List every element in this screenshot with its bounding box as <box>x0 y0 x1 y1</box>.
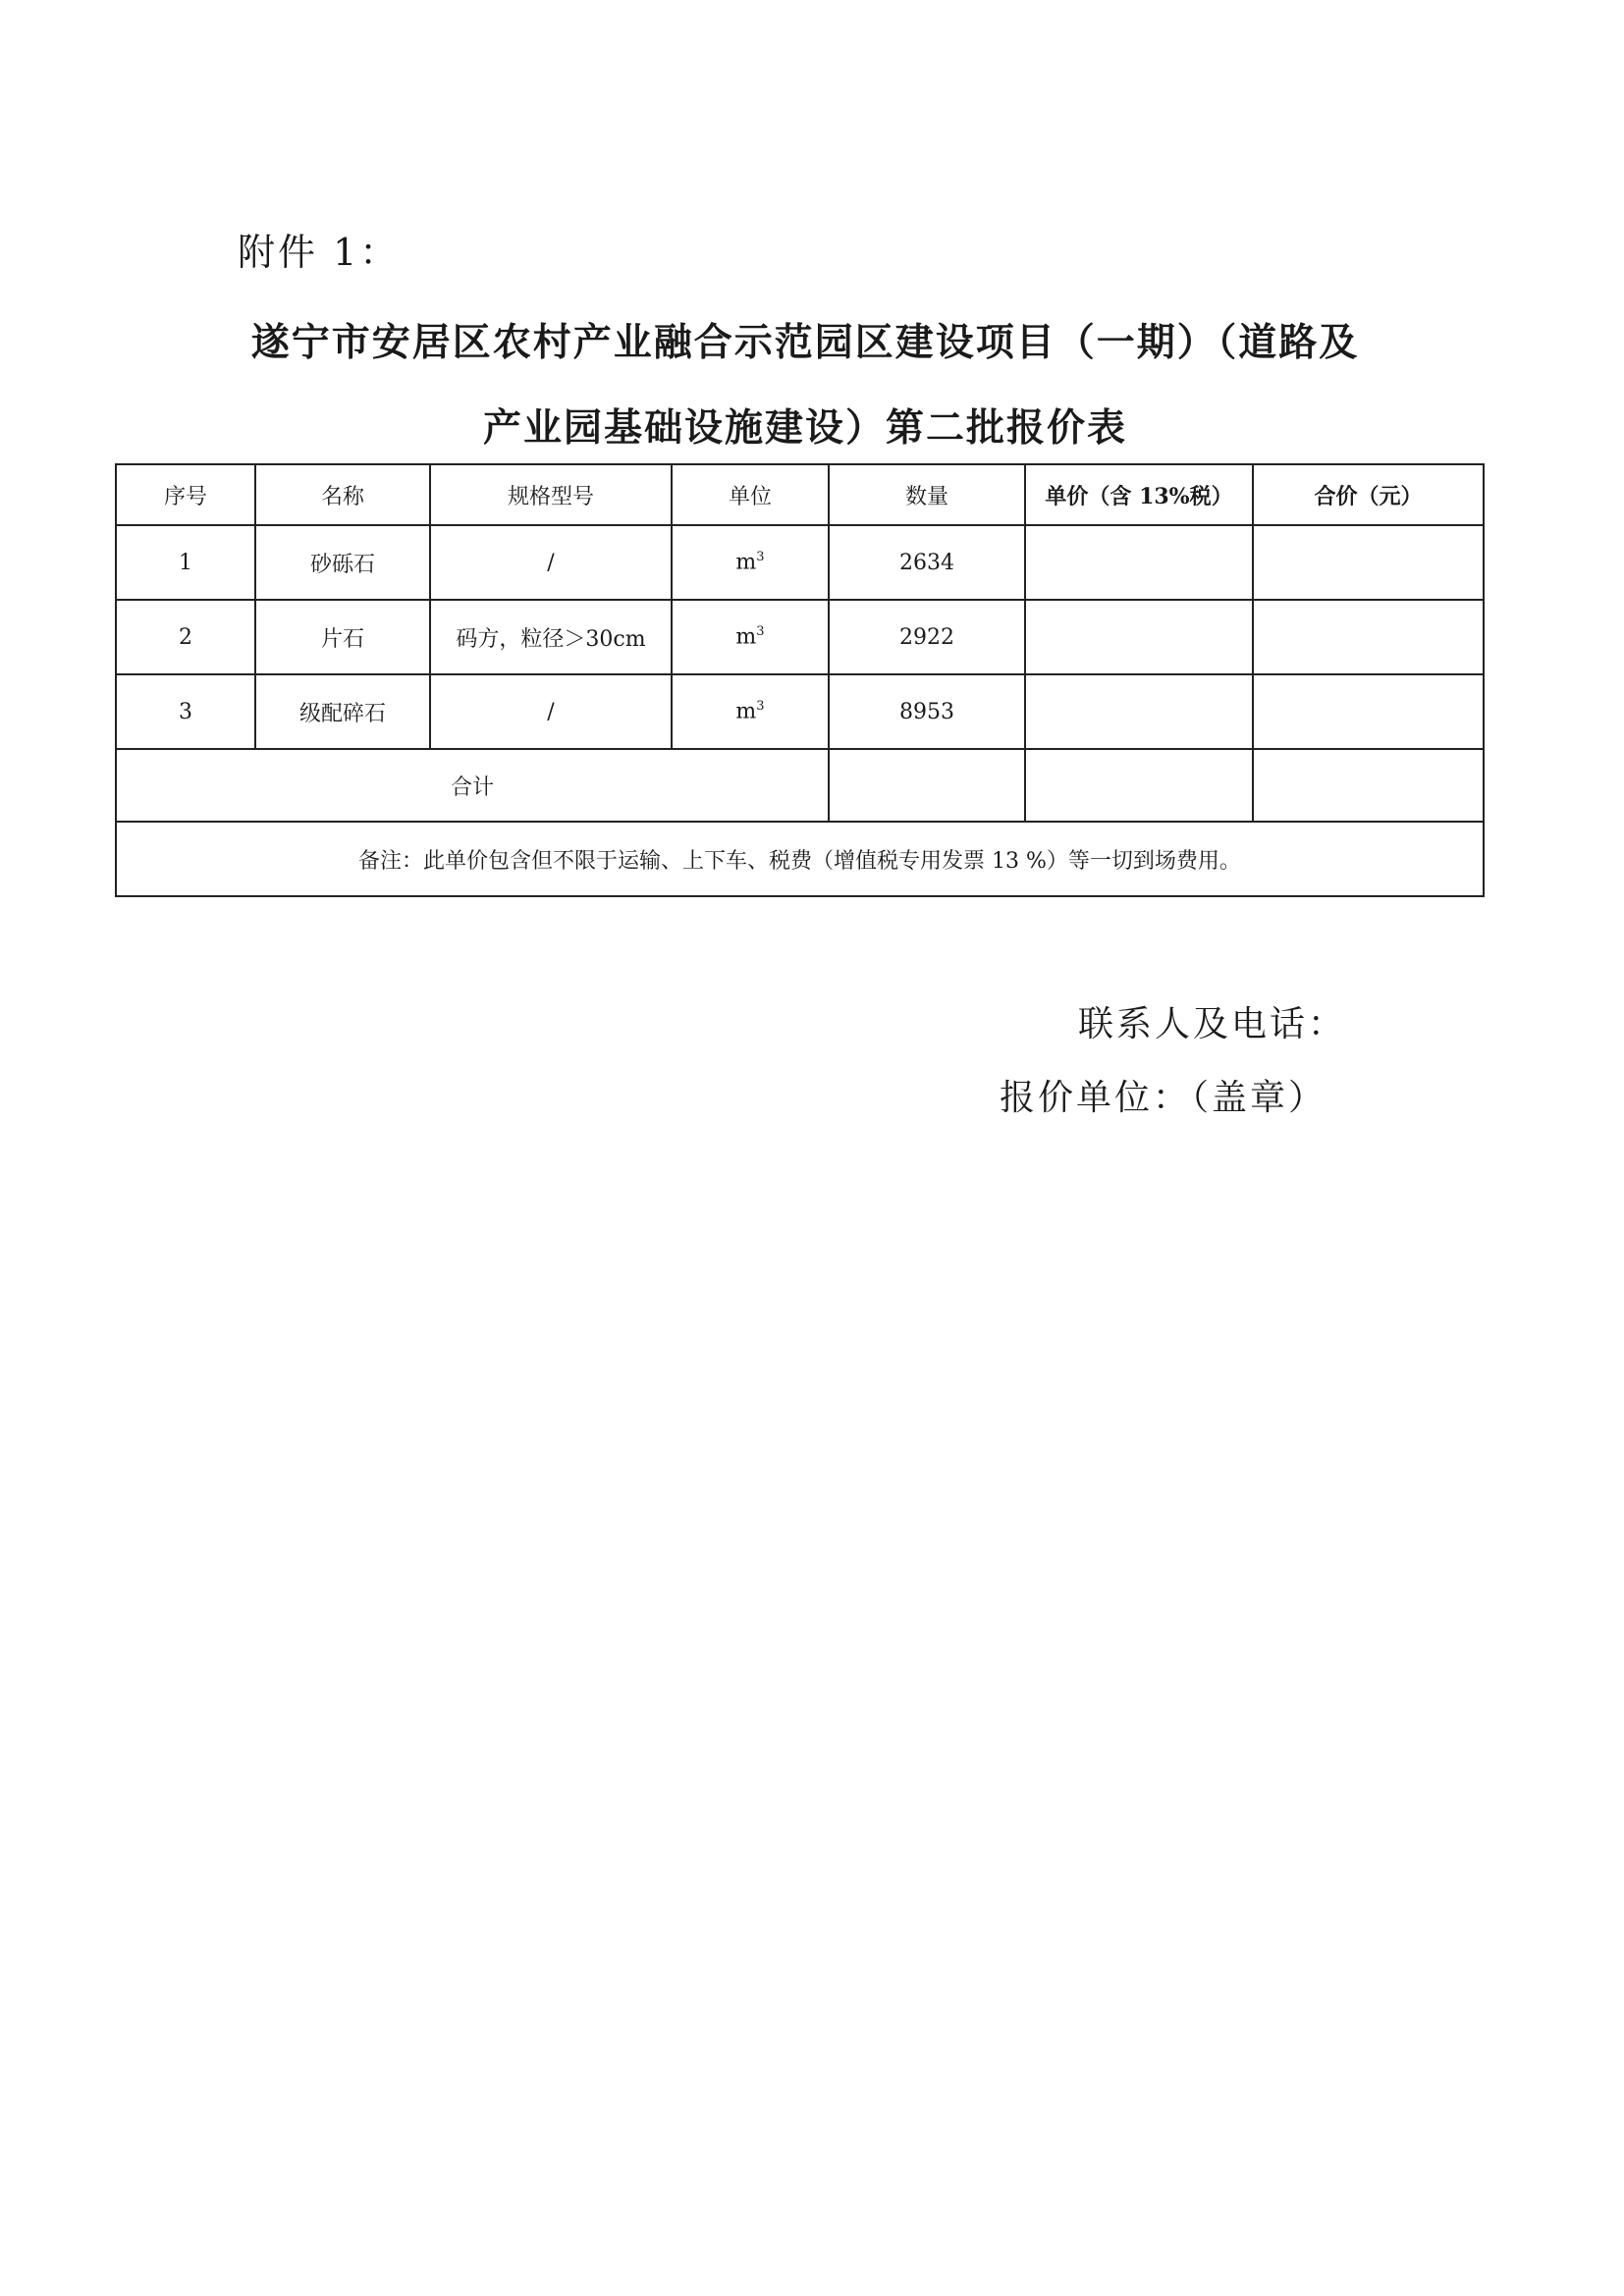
cell-spec: 码方，粒径＞30cm <box>430 600 672 674</box>
table-row <box>116 525 1484 600</box>
document-title-line-1: 遂宁市安居区农村产业融合示范园区建设项目（一期）（道路及 <box>250 321 1360 365</box>
table-row <box>116 600 1484 674</box>
cell-unit <box>672 525 829 600</box>
note-cell: 备注：此单价包含但不限于运输、上下车、税费（增值税专用发票 13 %）等一切到场费用。 <box>116 822 1484 896</box>
cell-total <box>1253 600 1484 674</box>
cell-qty: 2634 <box>829 525 1025 600</box>
total-unit-price-cell <box>1025 749 1253 822</box>
cell-unit-price <box>1025 600 1253 674</box>
cell-name: 片石 <box>255 600 430 674</box>
cell-unit-price <box>1025 674 1253 749</box>
header-cell-name: 名称 <box>255 464 430 525</box>
header-cell-spec: 规格型号 <box>430 464 672 525</box>
total-label-cell: 合计 <box>116 749 829 822</box>
total-qty-cell <box>829 749 1025 822</box>
unit-superscript: 3 <box>756 550 765 565</box>
header-cell-unit: 单位 <box>672 464 829 525</box>
attachment-label: 附件 1： <box>238 231 401 274</box>
cell-unit <box>672 600 829 674</box>
unit-superscript: 3 <box>756 624 765 640</box>
cell-no: 1 <box>116 525 255 600</box>
table-row <box>116 674 1484 749</box>
stamp-label: 报价单位：（盖章） <box>1000 1078 1327 1118</box>
contact-label: 联系人及电话： <box>1078 1004 1347 1044</box>
table-total-row <box>116 749 1484 822</box>
total-amount-cell <box>1253 749 1484 822</box>
cell-total <box>1253 674 1484 749</box>
header-cell-total: 合价（元） <box>1253 464 1484 525</box>
unit-text: m <box>735 699 757 724</box>
cell-unit-price <box>1025 525 1253 600</box>
header-cell-qty: 数量 <box>829 464 1025 525</box>
unit-text: m <box>735 550 757 575</box>
cell-unit <box>672 674 829 749</box>
cell-qty: 8953 <box>829 674 1025 749</box>
cell-spec: / <box>430 525 672 600</box>
cell-qty: 2922 <box>829 600 1025 674</box>
cell-name: 砂砾石 <box>255 525 430 600</box>
document-title-line-2: 产业园基础设施建设）第二批报价表 <box>482 406 1127 451</box>
unit-text: m <box>735 624 757 650</box>
cell-no: 2 <box>116 600 255 674</box>
cell-name: 级配碎石 <box>255 674 430 749</box>
table-note-row <box>116 822 1484 896</box>
cell-no: 3 <box>116 674 255 749</box>
header-cell-no: 序号 <box>116 464 255 525</box>
unit-superscript: 3 <box>756 699 765 715</box>
header-cell-unit-price: 单价（含 13%税） <box>1025 464 1253 525</box>
cell-spec: / <box>430 674 672 749</box>
table-header-row <box>116 464 1484 525</box>
cell-total <box>1253 525 1484 600</box>
quote-table <box>115 463 1485 897</box>
